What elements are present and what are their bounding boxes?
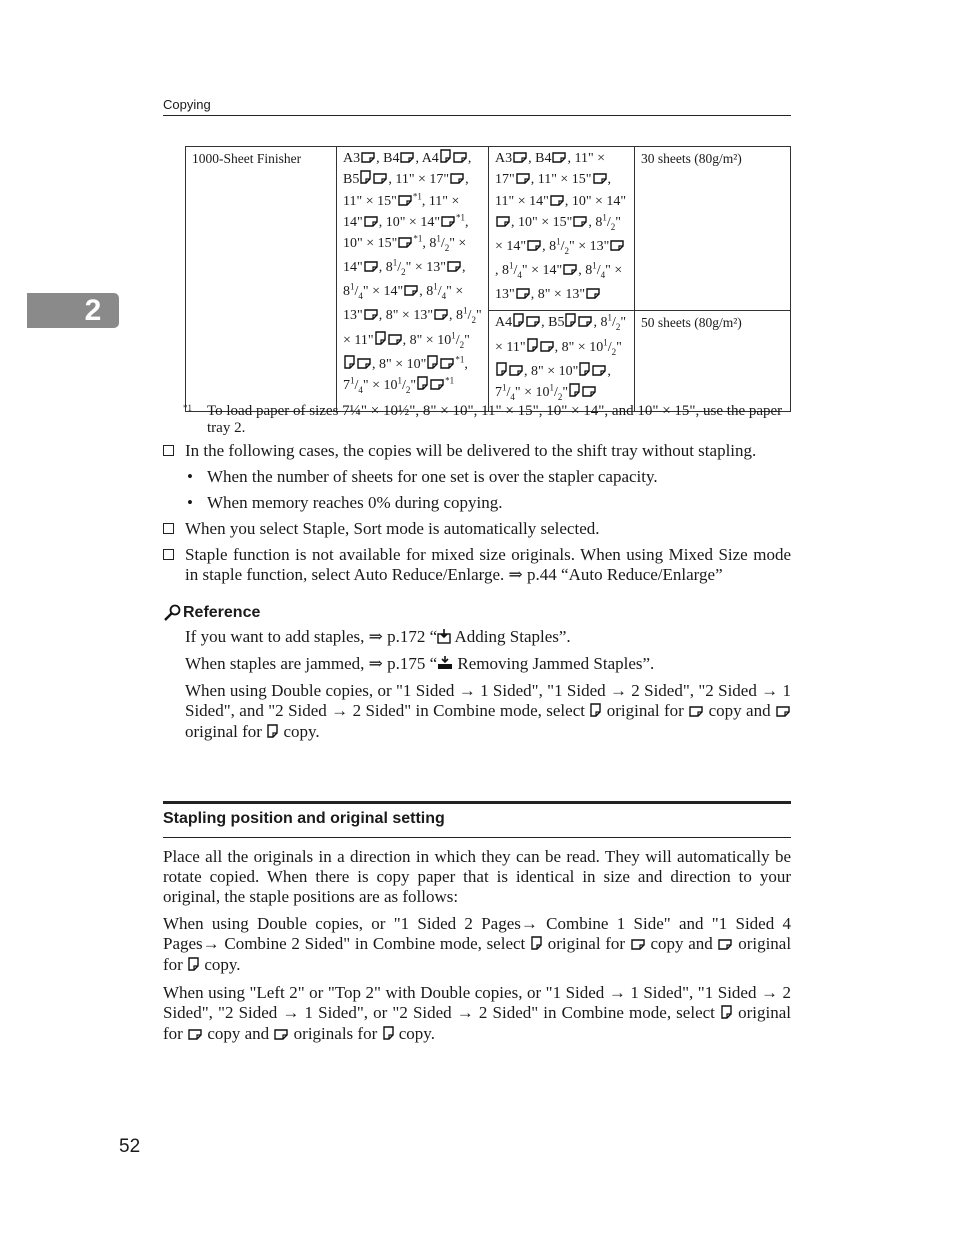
landscape-orientation-icon <box>689 702 703 722</box>
reference-item <box>163 681 791 743</box>
landscape-orientation-icon <box>526 314 540 334</box>
note-mixed-size: Staple function is not available for mixed size originals. When using Mixed Size mode in staple function, select Auto Reduce/Enlarge. ⇒ p.44 “Auto Reduce/Enlarge” <box>185 545 791 584</box>
checkbox-bullet-icon <box>163 549 174 560</box>
reference-item <box>163 627 791 647</box>
reference-double-mid3: original for <box>185 722 262 741</box>
stapling-position-body <box>163 847 791 1052</box>
portrait-orientation-icon <box>527 338 538 359</box>
capacity-50-cell <box>635 311 791 412</box>
portrait-orientation-icon <box>721 1004 732 1024</box>
para3-end: copy. <box>398 1024 435 1043</box>
reference-add-staples-text: If you want to add staples, ⇒ p.172 “ <box>185 627 438 646</box>
para3-mid2: copy and <box>207 1024 270 1043</box>
landscape-orientation-icon <box>578 314 592 334</box>
list-item <box>163 467 791 487</box>
portrait-orientation-icon <box>590 702 601 722</box>
portrait-orientation-icon <box>569 383 580 404</box>
finisher-label: 1000-Sheet Finisher <box>192 151 302 166</box>
landscape-orientation-icon <box>450 171 464 191</box>
portrait-orientation-icon <box>513 313 524 334</box>
portrait-orientation-icon <box>267 723 278 743</box>
paper-sizes-cell <box>337 147 489 412</box>
para2-pre: When using Double copies, or "1 Sided 2 Pages→ Combine 1 Side" and "1 Sided 4 Pages→ Combine 2 Sided" in Combine mode, select <box>163 914 791 953</box>
section-rule-top <box>163 801 791 804</box>
landscape-orientation-icon <box>516 171 530 191</box>
reference-heading-label: Reference <box>183 604 261 621</box>
page-number: 52 <box>119 1136 141 1157</box>
landscape-orientation-icon <box>513 150 527 170</box>
section-title: Stapling position and original setting <box>163 810 445 827</box>
staple-sizes-50-list: A4 , B5 , $8^1/_2$" × 11" , 8" × $10^1/_2$", 8" × 10" , $7^1/_4$" × $10^1/_2$" <box>495 315 626 399</box>
landscape-orientation-icon <box>610 238 624 258</box>
landscape-orientation-icon <box>434 307 448 327</box>
para2-mid3: original for <box>163 934 792 974</box>
note-item <box>163 545 791 585</box>
section-rule-bottom <box>163 837 791 838</box>
para3-mid3: originals for <box>293 1024 378 1043</box>
landscape-orientation-icon <box>586 286 600 306</box>
reference-jammed-link[interactable]: Removing Jammed Staples”. <box>453 654 655 673</box>
note-item <box>163 441 791 461</box>
landscape-orientation-icon <box>718 935 732 955</box>
landscape-orientation-icon <box>592 363 606 383</box>
staple-sizes-30-list: A3 , B4 , 11" × 17" , 11" × 15" , 11" × 14" , 10" × 14", 10" × 15" , $8^1/_2$" × 14" , $8^1/_2$" × 13", $8^1/_4$" × 14" , $8^1/_4$" × 13" , 8" × 13" <box>495 151 626 302</box>
jammed-staples-icon <box>437 655 453 671</box>
landscape-orientation-icon <box>364 307 378 327</box>
landscape-orientation-icon <box>447 259 461 279</box>
add-staples-icon <box>437 628 451 644</box>
chapter-number: 2 <box>84 293 102 327</box>
note-item <box>163 519 791 539</box>
para3-pre: When using "Left 2" or "Top 2" with Double copies, or "1 Sided → 1 Sided", "1 Sided → 2 Sided", "2 Sided → 1 Sided", or "2 Sided → 2 Sided" in Combine mode, select <box>163 983 791 1022</box>
note-sort-mode: When you select Staple, Sort mode is automatically selected. <box>185 519 600 538</box>
landscape-orientation-icon <box>440 356 454 376</box>
chapter-tab <box>27 293 119 328</box>
portrait-orientation-icon <box>375 331 386 352</box>
para2-end: copy. <box>204 955 241 974</box>
landscape-orientation-icon <box>357 356 371 376</box>
paragraph: Place all the originals in a direction in which they can be read. They will automatically be rotate copied. When there is copy paper that is identical in size and direction to your original, the staple positions are as follows: <box>163 847 791 906</box>
landscape-orientation-icon <box>400 150 414 170</box>
landscape-orientation-icon <box>496 214 510 234</box>
landscape-orientation-icon <box>373 171 387 191</box>
list-item <box>163 493 791 513</box>
reference-jammed-text: When staples are jammed, ⇒ p.175 “ <box>185 654 438 673</box>
landscape-orientation-icon <box>516 286 530 306</box>
para3-mid1: original for <box>163 1003 791 1043</box>
para2-mid2: copy and <box>650 934 713 953</box>
checkbox-bullet-icon <box>163 523 174 534</box>
landscape-orientation-icon <box>398 235 412 255</box>
paper-sizes-list: A3 , B4 , A4 , B5 , 11" × 17" , 11" × 15" $^{*1}$, 11" × 14" , 10" × 14" $^{*1}$, 10" × 15" $^{*1}$, $8^1/_2$" × 14" , $8^1/_2$" × 13" , $8^1/_4$" × 14" , $8^1/_4$" × 13" , 8" × 13" , $8^1/_2$" × 11" , 8" × $10^1/_2$", 8" × 10" $^{*1}$, $7^1/_4$" × $10^1/_2$" $^{*1}$ <box>343 151 482 393</box>
reference-double-mid1: original for <box>606 701 684 720</box>
checkbox-bullet-icon <box>163 445 174 456</box>
footnote-text: To load paper of sizes 7¼" × 10½", 8" × 10", 11" × 15", 10" × 14", and 10" × 15", use the paper tray 2. <box>207 403 783 436</box>
landscape-orientation-icon <box>527 238 541 258</box>
portrait-orientation-icon <box>565 313 576 334</box>
landscape-orientation-icon <box>453 150 467 170</box>
landscape-orientation-icon <box>364 214 378 234</box>
finisher-spec-table <box>185 146 791 412</box>
paragraph <box>163 983 791 1045</box>
reference-double-mid2: copy and <box>708 701 771 720</box>
magnifier-icon <box>163 604 183 622</box>
landscape-orientation-icon <box>552 150 566 170</box>
finisher-label-cell <box>186 147 337 412</box>
bullet-dot-icon: • <box>187 493 193 512</box>
landscape-orientation-icon <box>404 283 418 303</box>
landscape-orientation-icon <box>573 214 587 234</box>
staple-sizes-50-cell <box>489 311 635 412</box>
landscape-orientation-icon <box>563 262 577 282</box>
portrait-orientation-icon <box>360 170 371 191</box>
portrait-orientation-icon <box>579 362 590 383</box>
reference-heading <box>163 603 791 623</box>
reference-double-text: When using Double copies, or "1 Sided → 1 Sided", "1 Sided → 2 Sided", "2 Sided → 1 Sided", and "2 Sided → 2 Sided" in Combine mode, select <box>185 681 791 720</box>
landscape-orientation-icon <box>593 171 607 191</box>
portrait-orientation-icon <box>188 956 199 976</box>
landscape-orientation-icon <box>631 935 645 955</box>
capacity-30: 30 sheets (80g/m²) <box>641 151 742 166</box>
paragraph <box>163 914 791 976</box>
reference-item <box>163 654 791 674</box>
portrait-orientation-icon <box>531 935 542 955</box>
notes-section <box>163 441 791 750</box>
portrait-orientation-icon <box>496 362 507 383</box>
landscape-orientation-icon <box>388 332 402 352</box>
table-row <box>186 147 791 311</box>
landscape-orientation-icon <box>188 1025 202 1045</box>
portrait-orientation-icon <box>417 376 428 397</box>
landscape-orientation-icon <box>361 150 375 170</box>
landscape-orientation-icon <box>398 193 412 213</box>
footnote-mark: *1 <box>183 403 192 413</box>
landscape-orientation-icon <box>430 377 444 397</box>
portrait-orientation-icon <box>427 355 438 376</box>
staple-sizes-30-cell <box>489 147 635 311</box>
portrait-orientation-icon <box>383 1025 394 1045</box>
para2-mid1: original for <box>547 934 626 953</box>
landscape-orientation-icon <box>274 1025 288 1045</box>
reference-double-end: copy. <box>283 722 320 741</box>
landscape-orientation-icon <box>582 384 596 404</box>
landscape-orientation-icon <box>776 702 790 722</box>
portrait-orientation-icon <box>440 149 451 170</box>
note-shift-tray: In the following cases, the copies will be delivered to the shift tray without stapling. <box>185 441 757 460</box>
bullet-dot-icon: • <box>187 467 193 486</box>
bullet-memory: When memory reaches 0% during copying. <box>207 493 503 512</box>
portrait-orientation-icon <box>344 355 355 376</box>
reference-add-staples-link[interactable]: Adding Staples”. <box>451 627 571 646</box>
running-head: Copying <box>163 97 211 112</box>
landscape-orientation-icon <box>540 339 554 359</box>
header-rule <box>163 115 791 116</box>
footnote <box>185 403 791 437</box>
landscape-orientation-icon <box>550 193 564 213</box>
landscape-orientation-icon <box>364 259 378 279</box>
bullet-stapler-capacity: When the number of sheets for one set is over the stapler capacity. <box>207 467 658 486</box>
capacity-50: 50 sheets (80g/m²) <box>641 315 742 331</box>
capacity-30-cell <box>635 147 791 311</box>
landscape-orientation-icon <box>441 214 455 234</box>
landscape-orientation-icon <box>509 363 523 383</box>
